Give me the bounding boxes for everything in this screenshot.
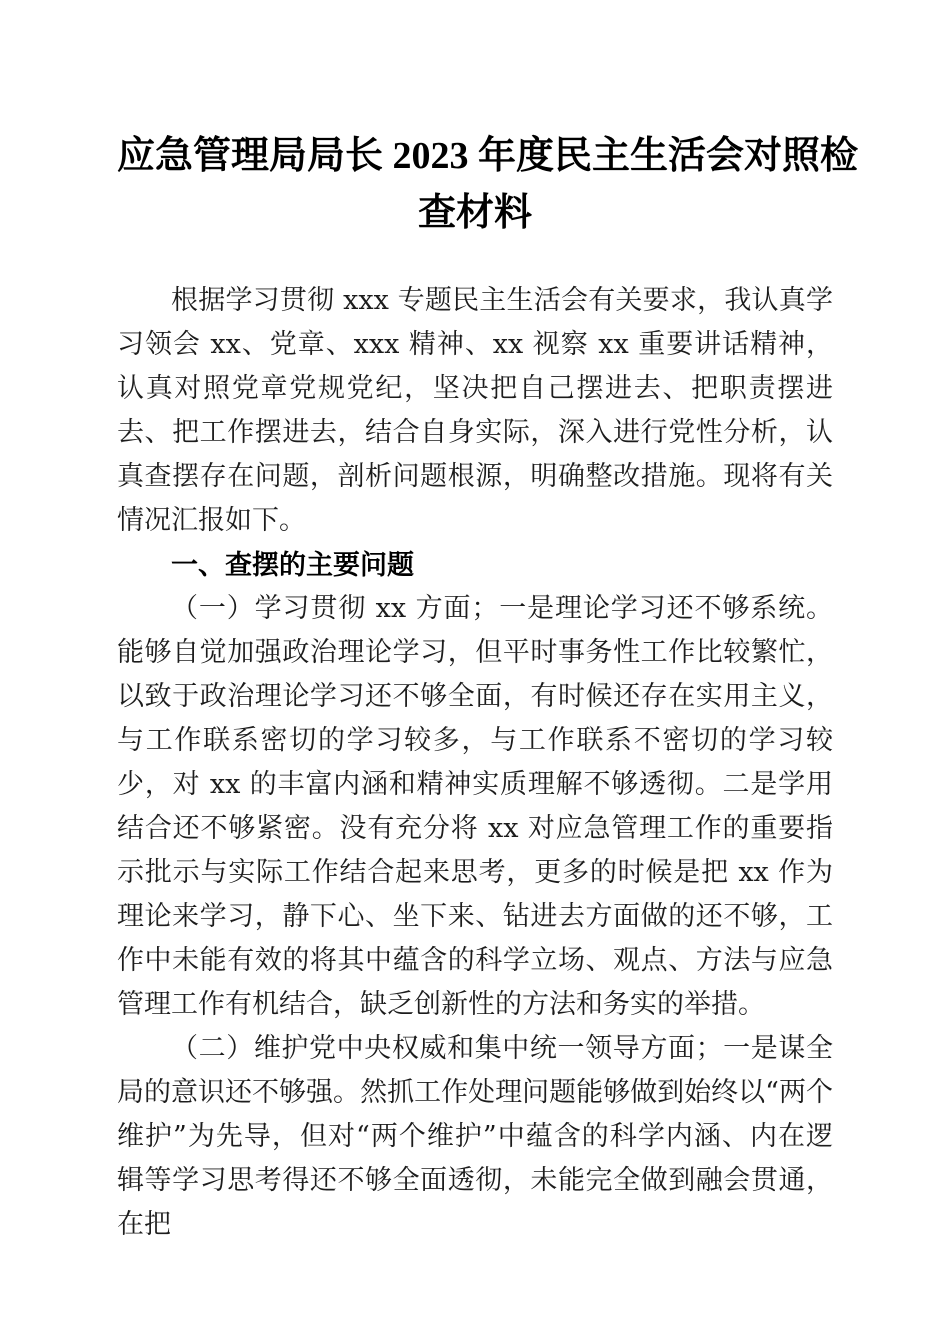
document-title-line-1: 应急管理局局长 2023 年度民主生活会对照检 (117, 135, 859, 177)
intro-paragraph: 根据学习贯彻 xxx 专题民主生活会有关要求，我认真学习领会 xx、党章、xxx 精神、xx 视察 xx 重要讲话精神，认真对照党章党规党纪，坚决把自己摆进去、把职责摆进去、把工作摆进去，结合自身实际，深入进行党性分析，认真查摆存在问题，剖析问题根源，明确整改措施。现将有关情况汇报如下。 (117, 285, 833, 536)
document-title-line-2: 查材料 (417, 192, 532, 234)
document-title (117, 128, 859, 242)
issue-1-paragraph: （一）学习贯彻 xx 方面；一是理论学习还不够系统。能够自觉加强政治理论学习，但平时事务性工作比较繁忙，以致于政治理论学习还不够全面，有时候还存在实用主义，与工作联系密切的学习较多，与工作联系不密切的学习较少，对 xx 的丰富内涵和精神实质理解不够透彻。二是学用结合还不够紧密。没有充分将 xx 对应急管理工作的重要指示批示与实际工作结合起来思考，更多的时候是把 xx 作为理论来学习，静下心、坐下来、钻进去方面做的还不够，工作中未能有效的将其中蕴含的科学立场、观点、方法与应急管理工作有机结合，缺乏创新性的方法和务实的举措。 (117, 593, 833, 1020)
section-1-heading: 一、查摆的主要问题 (171, 550, 414, 580)
issue-2-paragraph: （二）维护党中央权威和集中统一领导方面；一是谋全局的意识还不够强。然抓工作处理问题能够做到始终以“两个维护”为先导，但对“两个维护”中蕴含的科学内涵、内在逻辑等学习思考得还不够全面透彻，未能完全做到融会贯通，在把 (117, 1033, 833, 1240)
